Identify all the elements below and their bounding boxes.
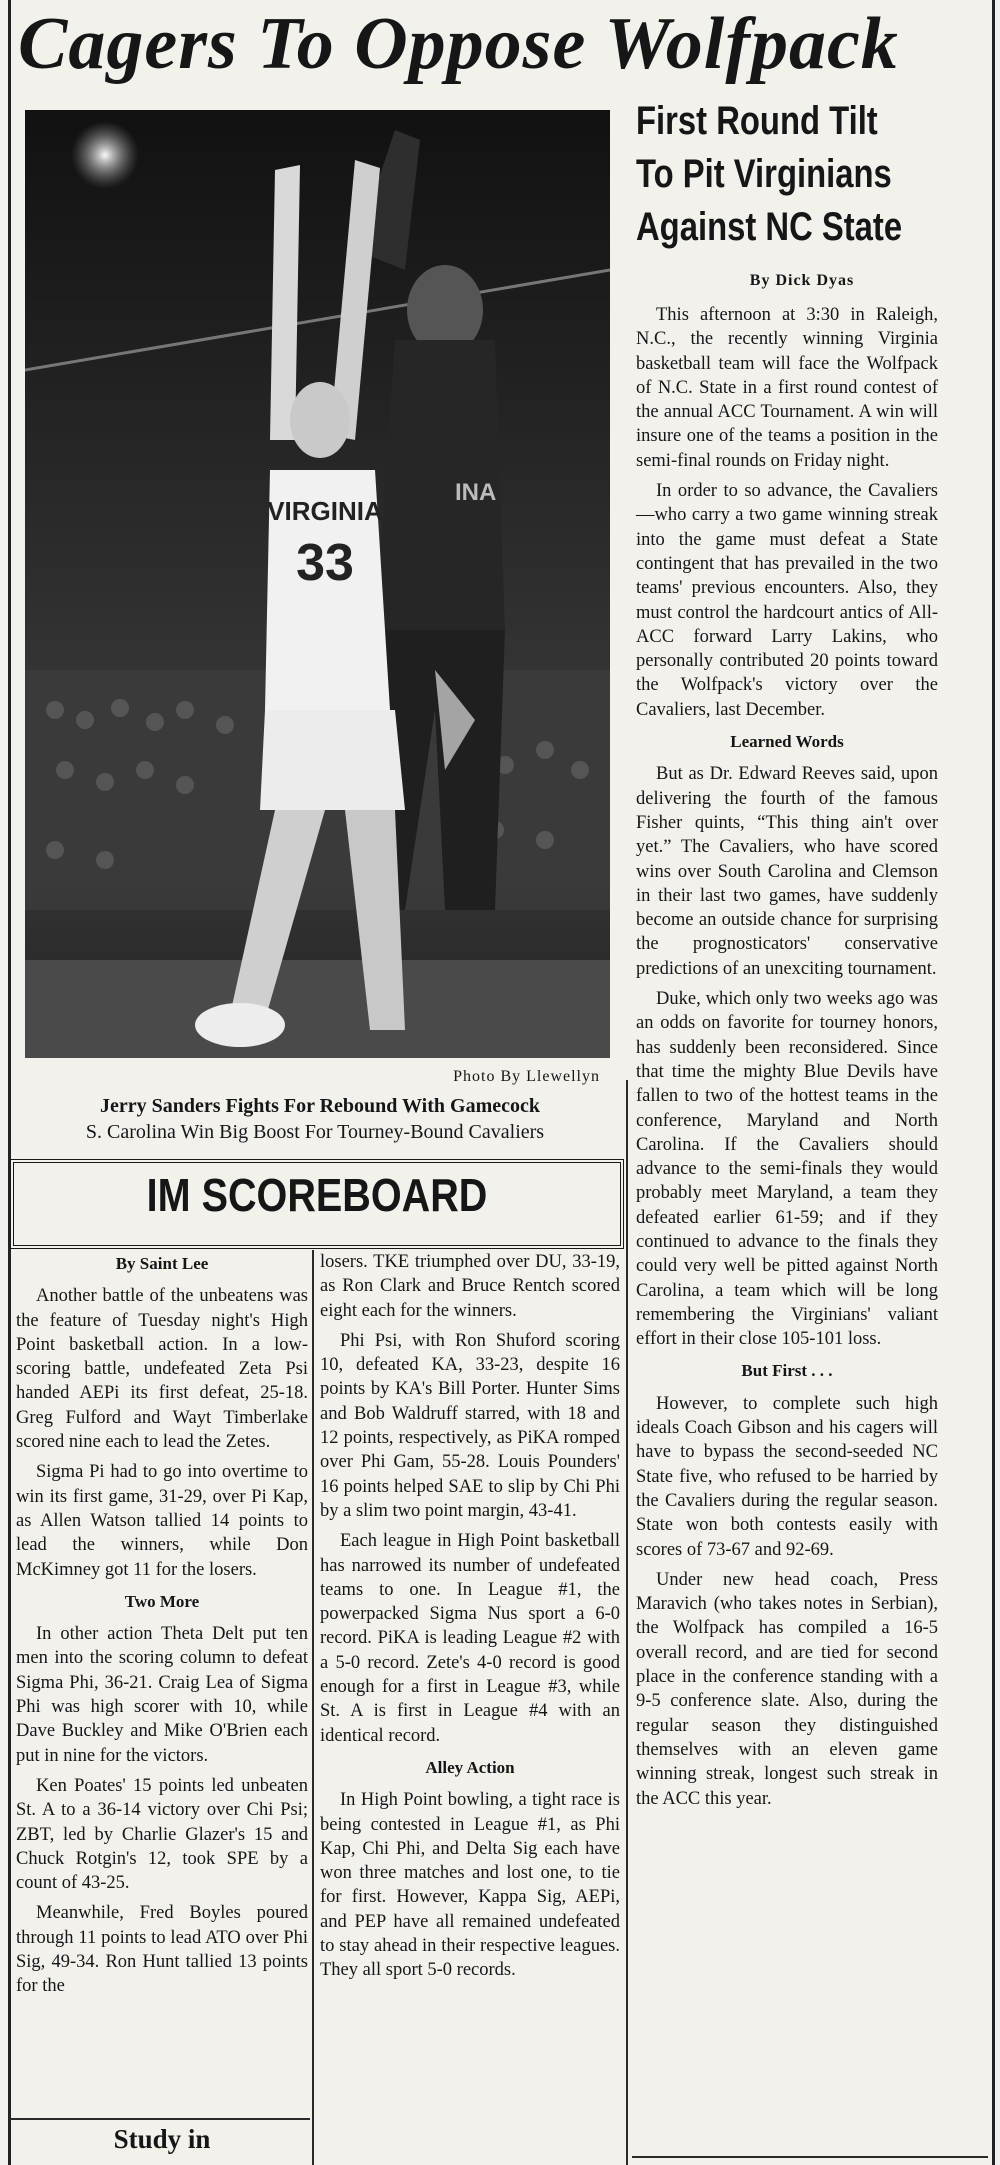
story-paragraph: Sigma Pi had to go into overtime to win its first game, 31-29, over Pi Kap, as Allen Watson tallied 14 points to lead the winners, while Don McKimney got 11 for the losers.	[16, 1462, 308, 1580]
column-rule	[312, 1250, 314, 2165]
scoreboard-middle-column	[320, 1250, 620, 1989]
subhead-line: Against NC State	[636, 204, 903, 249]
story-paragraph: In order to so advance, the Cavaliers—who carry a two game winning streak into the game must defeat a State contingent that has prevailed in the two teams' previous encounters. Also, they must control the hardcourt antics of All-ACC forward Larry Lakins, who personally contributed 20 points toward the Wolfpack's victory over the Cavaliers, last December.	[636, 481, 938, 720]
story-paragraph: Meanwhile, Fred Boyles poured through 11 points to lead ATO over Phi Sig, 49-34. Ron Hunt tallied 13 points for the	[16, 1903, 308, 1997]
story-paragraph: losers. TKE triumphed over DU, 33-19, as Ron Clark and Bruce Rentch scored eight each for the winners.	[320, 1252, 620, 1321]
ceiling-light	[71, 121, 139, 189]
photo-caption-line2: S. Carolina Win Big Boost For Tourney-Bound Cavaliers	[85, 1121, 545, 1143]
page-left-rule	[8, 0, 11, 2165]
page-headline: Cagers To Oppose Wolfpack	[18, 3, 899, 85]
story-byline: By Dick Dyas	[749, 272, 855, 289]
section-head: Alley Action	[425, 1757, 515, 1777]
subhead-line: First Round Tilt	[636, 99, 878, 143]
basketball-photo	[25, 110, 610, 1058]
photo-caption-line1: Jerry Sanders Fights For Rebound With Gamecock	[99, 1095, 540, 1117]
photo-credit: Photo By Llewellyn	[453, 1068, 600, 1085]
column-rule	[626, 1080, 628, 2165]
story-subhead	[636, 95, 964, 253]
section-head: Learned Words	[730, 732, 844, 752]
story-paragraph: Each league in High Point basketball has narrowed its number of undefeated teams to one. In League #1, the powerpacked Sigma Nus sport a 6-0 record. PiKA is leading League #2 with a 5-0 record. Zete's 4-0 record is good enough for a first in League #3, while St. A is first in League #4 with an identical record.	[320, 1531, 620, 1746]
jersey-number: 33	[296, 534, 354, 592]
story-paragraph: Duke, which only two weeks ago was an odds on favorite for tourney honors, has suddenly been reconsidered. Since that time the mighty Blue Devils have fallen to two of the hottest teams in the conference, Maryland and North Carolina. If the Cavaliers should advance to the semi-finals they would probably meet Maryland, a team they defeated earlier 61-59; and if they continued to advance to the finals they could very well be pitted against North Carolina, a team which will be long remembering the Virginians' valiant effort in their close 105-101 loss.	[636, 989, 938, 1350]
next-story-headline: Study in	[113, 2124, 211, 2154]
story-paragraph: In High Point bowling, a tight race is being contested in League #1, as Phi Kap, Chi Phi, and Delta Sig each have won three matches and lost one, to tie for first. However, Kappa Sig, AEPi, and PEP have all remained undefeated to stay ahead in their respective leagues. They all sport 5-0 records.	[320, 1790, 620, 1981]
subhead-line: To Pit Virginians	[636, 151, 892, 196]
story-paragraph: But as Dr. Edward Reeves said, upon delivering the fourth of the famous Fisher quints, “This thing ain't over yet.” The Cavaliers, who have scored wins over South Carolina and Clemson in their last two games, have suddenly become an outside chance for surprising the prognosticators' conservative predictions of an unexciting tournament.	[636, 764, 938, 979]
jersey-text: VIRGINIA	[267, 496, 383, 526]
story-paragraph: Under new head coach, Press Maravich (who takes notes in Serbian), the Wolfpack has compiled a 16-5 overall record, and are tied for second place in the conference standing with a 9-5 conference slate. Also, during the regular season they distinguished themselves with an eleven game winning streak, longest such streak in the ACC this year.	[636, 1569, 938, 1809]
story-paragraph: In other action Theta Delt put ten men into the scoring column to defeat Sigma Phi, 36-21. Craig Lea of Sigma Phi was high scorer with 10, while Dave Buckley and Mike O'Brien each put in nine for the victors.	[16, 1624, 308, 1766]
section-head: But First . . .	[741, 1361, 833, 1381]
scoreboard-left-column	[16, 1252, 308, 2005]
photo-illustration	[25, 110, 610, 1058]
story-paragraph: Phi Psi, with Ron Shuford scoring 10, defeated KA, 33-23, despite 16 points by KA's Bill Porter. Hunter Sims and Bob Waldruff starred, with 18 and 12 points, respectively, as PiKA romped over Phi Gam, 55-28. Louis Pounders' 16 points helped SAE to slip by Chi Phi by a slim two point margin, 43-41.	[320, 1330, 620, 1521]
story-separator	[632, 2156, 988, 2158]
story-paragraph: Ken Poates' 15 points led unbeaten St. A to a 36-14 victory over Chi Psi; ZBT, led by Charlie Glazer's 15 and Chuck Rotgin's 12, took SPE by a count of 43-25.	[16, 1775, 308, 1894]
court-floor	[25, 960, 610, 1058]
story-paragraph: However, to complete such high ideals Coach Gibson and his cagers will have to bypass the second-seeded NC State five, who refused to be harried by the Cavaliers during the regular season. State won both contests easily with scores of 73-67 and 92-69.	[636, 1393, 938, 1560]
story-paragraph: This afternoon at 3:30 in Raleigh, N.C., the recently winning Virginia basketball team will face the Wolfpack of N.C. State in a first round contest of the annual ACC Tournament. A win will insure one of the teams a position in the semi-final rounds on Friday night.	[636, 305, 938, 471]
main-story-column	[636, 303, 938, 1817]
scoreboard-byline: By Saint Lee	[115, 1254, 209, 1273]
page-right-rule	[992, 0, 995, 2165]
section-head: Two More	[124, 1591, 200, 1611]
story-separator	[10, 2118, 310, 2120]
story-paragraph: Another battle of the unbeatens was the feature of Tuesday night's High Point basketball action. In a low-scoring battle, undefeated Zeta Psi handed AEPi its first defeat, 25-18. Greg Fulford and Wayt Timberlake scored nine each to lead the Zetes.	[16, 1286, 308, 1453]
opponent-jersey-text: INA	[455, 479, 497, 506]
scoreboard-title: IM SCOREBOARD	[146, 1169, 488, 1221]
